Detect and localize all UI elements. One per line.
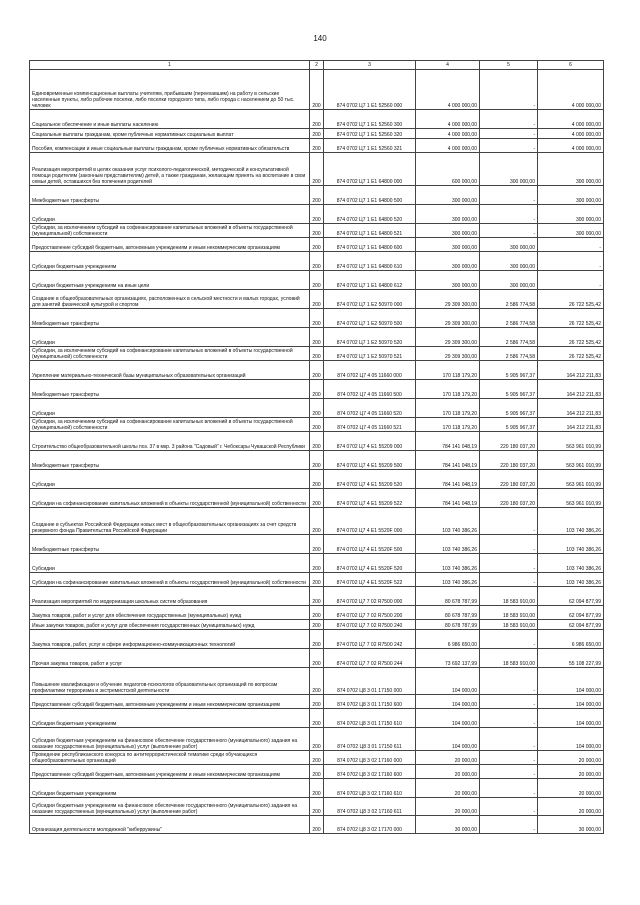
row-amount-cell: 20 000,00 — [538, 765, 604, 779]
table-row — [30, 798, 604, 816]
row-amount-cell: 29 309 300,00 — [416, 309, 480, 328]
row-amount-cell: 164 212 211,83 — [538, 418, 604, 432]
row-classification-cell: 874 0702 Ц7 1 E2 50970 520 — [324, 328, 416, 347]
row-classification-cell: 874 0702 Ц8 3 02 17160 600 — [324, 765, 416, 779]
row-amount-cell: 6 986 650,00 — [538, 630, 604, 649]
row-amount-cell: 300 000,00 — [416, 205, 480, 224]
row-name-cell: Субсидии бюджетным учреждениям на финансовое обеспечение государственного (муниципального) задания на оказание государственных (муниципальных) услуг (выполнение работ) — [30, 798, 310, 816]
row-code-cell: 200 — [310, 470, 324, 489]
table-row — [30, 554, 604, 573]
row-name-cell: Субсидии, за исключением субсидий на софинансирование капитальных вложений в объекты государственной (муниципальной) собственности — [30, 224, 310, 238]
row-name-cell: Укрепление материально-технической базы муниципальных образовательных организаций — [30, 361, 310, 380]
table-row — [30, 765, 604, 779]
row-amount-cell: 20 000,00 — [538, 751, 604, 765]
row-amount-cell: 73 692 137,99 — [416, 649, 480, 668]
row-amount-cell: 103 740 386,26 — [538, 508, 604, 535]
row-name-cell: Проведение республиканского конкурса по антитеррористической тематике среди обучающихся общеобразовательных организаций — [30, 751, 310, 765]
row-name-cell: Предоставление субсидий бюджетным, автономным учреждениям и иным некоммерческим организациям — [30, 238, 310, 252]
row-classification-cell: 874 0702 Ц7 1 E1 52560 321 — [324, 139, 416, 153]
table-row — [30, 620, 604, 630]
table-row — [30, 451, 604, 470]
row-code-cell: 200 — [310, 186, 324, 205]
row-amount-cell: - — [480, 186, 538, 205]
row-name-cell: Субсидии — [30, 328, 310, 347]
row-amount-cell: - — [480, 695, 538, 709]
row-name-cell: Субсидии на софинансирование капитальных вложений в объекты государственной (муниципальной) собственности — [30, 489, 310, 508]
row-code-cell: 200 — [310, 535, 324, 554]
row-classification-cell: 874 0702 Ц8 3 02 17160 610 — [324, 779, 416, 798]
row-amount-cell: 5 905 967,37 — [480, 418, 538, 432]
row-classification-cell: 874 0702 Ц7 4 E1 5520F 522 — [324, 573, 416, 587]
row-classification-cell: 874 0702 Ц8 3 02 17170 000 — [324, 816, 416, 834]
row-amount-cell: 104 000,00 — [538, 695, 604, 709]
row-amount-cell: 220 180 037,20 — [480, 432, 538, 451]
row-code-cell: 200 — [310, 290, 324, 309]
row-amount-cell: 103 740 386,26 — [416, 535, 480, 554]
row-amount-cell: 62 094 877,99 — [538, 606, 604, 620]
row-name-cell: Межбюджетные трансферты — [30, 186, 310, 205]
row-amount-cell: 300 000,00 — [480, 238, 538, 252]
row-name-cell: Предоставление субсидий бюджетным, автономным учреждениям и иным некоммерческим организациям — [30, 765, 310, 779]
row-classification-cell: 874 0702 Ц8 3 01 17150 000 — [324, 668, 416, 695]
table-row — [30, 129, 604, 139]
row-code-cell: 200 — [310, 238, 324, 252]
row-classification-cell: 874 0702 Ц7 1 E1 64800 610 — [324, 252, 416, 271]
row-name-cell: Субсидии бюджетным учреждениям — [30, 709, 310, 728]
row-amount-cell: 170 118 179,20 — [416, 380, 480, 399]
row-name-cell: Организация деятельности молодежной "киберружины" — [30, 816, 310, 834]
row-code-cell: 200 — [310, 606, 324, 620]
row-amount-cell: 18 583 910,00 — [480, 587, 538, 606]
row-name-cell: Реализация мероприятий в целях оказания услуг психолого-педагогической, методической и консультативной помощи родителям (законным представителям) детей, а также гражданам, желающим принять на воспитание в свои семьи детей, оставшихся без попечения родителей — [30, 153, 310, 186]
row-code-cell: 200 — [310, 418, 324, 432]
row-classification-cell: 874 0702 Ц7 1 E2 50970 521 — [324, 347, 416, 361]
row-amount-cell: 29 309 300,00 — [416, 347, 480, 361]
row-amount-cell: 26 722 525,42 — [538, 309, 604, 328]
row-amount-cell: - — [480, 554, 538, 573]
row-code-cell: 200 — [310, 668, 324, 695]
row-amount-cell: - — [480, 508, 538, 535]
table-row — [30, 224, 604, 238]
row-code-cell: 200 — [310, 798, 324, 816]
row-amount-cell: - — [480, 816, 538, 834]
row-amount-cell: 2 586 774,58 — [480, 290, 538, 309]
row-classification-cell: 874 0702 Ц8 3 01 17150 611 — [324, 728, 416, 751]
row-classification-cell: 874 0702 Ц7 1 E1 52560 320 — [324, 129, 416, 139]
column-header: 2 — [310, 61, 324, 70]
row-amount-cell: 80 678 787,99 — [416, 620, 480, 630]
table-row — [30, 432, 604, 451]
row-amount-cell: 220 180 037,20 — [480, 470, 538, 489]
row-name-cell: Субсидии — [30, 399, 310, 418]
row-amount-cell: 18 583 910,00 — [480, 620, 538, 630]
row-amount-cell: 600 000,00 — [416, 153, 480, 186]
row-classification-cell: 874 0702 Ц7 4 05 11660 000 — [324, 361, 416, 380]
row-amount-cell: 2 586 774,58 — [480, 328, 538, 347]
row-code-cell: 200 — [310, 779, 324, 798]
row-code-cell: 200 — [310, 347, 324, 361]
column-header: 5 — [480, 61, 538, 70]
row-amount-cell: 784 141 048,19 — [416, 489, 480, 508]
table-row — [30, 630, 604, 649]
row-amount-cell: 563 961 010,99 — [538, 489, 604, 508]
row-name-cell: Субсидии — [30, 554, 310, 573]
row-amount-cell: 4 000 000,00 — [416, 110, 480, 129]
row-amount-cell: 104 000,00 — [538, 709, 604, 728]
row-code-cell: 200 — [310, 361, 324, 380]
row-classification-cell: 874 0702 Ц7 1 E1 52560 300 — [324, 110, 416, 129]
row-amount-cell: 4 000 000,00 — [538, 139, 604, 153]
row-amount-cell: - — [538, 252, 604, 271]
row-name-cell: Социальное обеспечение и иные выплаты населению — [30, 110, 310, 129]
row-classification-cell: 874 0702 Ц8 3 01 17150 610 — [324, 709, 416, 728]
table-row — [30, 535, 604, 554]
row-amount-cell: 103 740 386,26 — [416, 554, 480, 573]
row-name-cell: Субсидии бюджетным учреждениям — [30, 252, 310, 271]
row-name-cell: Повышение квалификации и обучение педагогов-психологов образовательных организаций по вопросам профилактики терроризма и экстремистской деятельности — [30, 668, 310, 695]
row-code-cell: 200 — [310, 649, 324, 668]
row-amount-cell: 300 000,00 — [416, 238, 480, 252]
row-code-cell: 200 — [310, 432, 324, 451]
table-row — [30, 779, 604, 798]
row-amount-cell: 563 961 010,99 — [538, 451, 604, 470]
row-code-cell: 200 — [310, 252, 324, 271]
row-code-cell: 200 — [310, 508, 324, 535]
row-amount-cell: 300 000,00 — [416, 252, 480, 271]
table-row — [30, 606, 604, 620]
row-code-cell: 200 — [310, 489, 324, 508]
row-amount-cell: - — [480, 535, 538, 554]
row-amount-cell: - — [538, 271, 604, 290]
row-name-cell: Субсидии, за исключением субсидий на софинансирование капитальных вложений в объекты государственной (муниципальной) собственности — [30, 418, 310, 432]
row-amount-cell: 80 678 787,99 — [416, 606, 480, 620]
row-amount-cell: 784 141 048,19 — [416, 451, 480, 470]
row-amount-cell: 18 583 910,00 — [480, 649, 538, 668]
row-name-cell: Межбюджетные трансферты — [30, 535, 310, 554]
row-amount-cell: 104 000,00 — [416, 728, 480, 751]
table-row — [30, 361, 604, 380]
row-amount-cell: 164 212 211,83 — [538, 380, 604, 399]
row-amount-cell: 80 678 787,99 — [416, 587, 480, 606]
row-amount-cell: 55 108 227,99 — [538, 649, 604, 668]
row-code-cell: 200 — [310, 695, 324, 709]
row-amount-cell: 62 094 877,99 — [538, 587, 604, 606]
row-amount-cell: 103 740 386,26 — [538, 573, 604, 587]
row-amount-cell: 20 000,00 — [416, 765, 480, 779]
row-name-cell: Субсидии бюджетным учреждениям — [30, 779, 310, 798]
row-classification-cell: 874 0702 Ц7 1 E1 64800 612 — [324, 271, 416, 290]
row-amount-cell: 20 000,00 — [416, 751, 480, 765]
table-row — [30, 271, 604, 290]
table-row — [30, 290, 604, 309]
row-amount-cell: 170 118 179,20 — [416, 418, 480, 432]
row-classification-cell: 874 0702 Ц7 1 E1 64800 500 — [324, 186, 416, 205]
table-row — [30, 238, 604, 252]
row-name-cell: Межбюджетные трансферты — [30, 380, 310, 399]
row-classification-cell: 874 0702 Ц8 3 02 17160 000 — [324, 751, 416, 765]
row-classification-cell: 874 0702 Ц7 4 E1 55209 500 — [324, 451, 416, 470]
row-code-cell: 200 — [310, 573, 324, 587]
row-name-cell: Субсидии — [30, 470, 310, 489]
row-amount-cell: 4 000 000,00 — [416, 70, 480, 110]
row-code-cell: 200 — [310, 630, 324, 649]
row-name-cell: Субсидии бюджетным учреждениям на финансовое обеспечение государственного (муниципального) задания на оказание государственных (муниципальных) услуг (выполнение работ) — [30, 728, 310, 751]
table-row — [30, 816, 604, 834]
row-code-cell: 200 — [310, 620, 324, 630]
table-row — [30, 709, 604, 728]
row-amount-cell: 164 212 211,83 — [538, 399, 604, 418]
row-amount-cell: 300 000,00 — [416, 271, 480, 290]
row-name-cell: Закупка товаров, работ, услуг в сфере информационно-коммуникационных технологий — [30, 630, 310, 649]
row-amount-cell: 4 000 000,00 — [416, 129, 480, 139]
row-amount-cell: - — [538, 238, 604, 252]
row-amount-cell: 18 583 910,00 — [480, 606, 538, 620]
row-amount-cell: - — [480, 129, 538, 139]
row-amount-cell: - — [480, 110, 538, 129]
table-row — [30, 668, 604, 695]
row-name-cell: Создание в субъектах Российской Федерации новых мест в общеобразовательных организациях за счет средств резервного фонда Правительства Российской Федерации — [30, 508, 310, 535]
row-classification-cell: 874 0702 Ц7 4 E1 5520F 520 — [324, 554, 416, 573]
page-number: 140 — [313, 34, 327, 43]
row-name-cell: Прочая закупка товаров, работ и услуг — [30, 649, 310, 668]
row-classification-cell: 874 0702 Ц7 4 E1 55209 522 — [324, 489, 416, 508]
row-code-cell: 200 — [310, 309, 324, 328]
row-name-cell: Строительство общеобразовательной школы поз. 37 в мкр. 3 района "Садовый" г. Чебоксары Чувашской Республики — [30, 432, 310, 451]
row-amount-cell: 26 722 525,42 — [538, 290, 604, 309]
row-amount-cell: 300 000,00 — [480, 271, 538, 290]
row-classification-cell: 874 0702 Ц7 4 E1 5520F 000 — [324, 508, 416, 535]
row-classification-cell: 874 0702 Ц7 1 E1 52560 000 — [324, 70, 416, 110]
table-row — [30, 573, 604, 587]
row-amount-cell: 4 000 000,00 — [416, 139, 480, 153]
table-row — [30, 649, 604, 668]
row-amount-cell: 300 000,00 — [480, 153, 538, 186]
budget-table — [29, 60, 604, 834]
table-row — [30, 328, 604, 347]
row-amount-cell: 563 961 010,99 — [538, 432, 604, 451]
row-amount-cell: 563 961 010,99 — [538, 470, 604, 489]
row-amount-cell: 300 000,00 — [480, 252, 538, 271]
row-amount-cell: 62 094 877,99 — [538, 620, 604, 630]
row-amount-cell: 103 740 386,26 — [416, 573, 480, 587]
row-code-cell: 200 — [310, 587, 324, 606]
table-row — [30, 205, 604, 224]
row-code-cell: 200 — [310, 751, 324, 765]
row-amount-cell: - — [480, 224, 538, 238]
row-code-cell: 200 — [310, 554, 324, 573]
table-row — [30, 751, 604, 765]
row-classification-cell: 874 0702 Ц7 4 05 11660 500 — [324, 380, 416, 399]
row-amount-cell: - — [480, 139, 538, 153]
column-header: 3 — [324, 61, 416, 70]
row-classification-cell: 874 0702 Ц7 1 E1 64800 520 — [324, 205, 416, 224]
table-row — [30, 110, 604, 129]
row-code-cell: 200 — [310, 153, 324, 186]
row-classification-cell: 874 0702 Ц7 7 02 R7500 000 — [324, 587, 416, 606]
row-amount-cell: - — [480, 205, 538, 224]
row-amount-cell: 5 905 967,37 — [480, 361, 538, 380]
row-code-cell: 200 — [310, 380, 324, 399]
table-row — [30, 418, 604, 432]
row-amount-cell: 20 000,00 — [538, 779, 604, 798]
table-row — [30, 153, 604, 186]
row-code-cell: 200 — [310, 271, 324, 290]
row-name-cell: Создание в общеобразовательных организациях, расположенных в сельской местности и малых городах, условий для занятий физической культурой и спортом — [30, 290, 310, 309]
row-code-cell: 200 — [310, 205, 324, 224]
row-code-cell: 200 — [310, 816, 324, 834]
row-code-cell: 200 — [310, 709, 324, 728]
row-amount-cell: 4 000 000,00 — [538, 70, 604, 110]
table-row — [30, 139, 604, 153]
row-classification-cell: 874 0702 Ц7 4 E1 55209 520 — [324, 470, 416, 489]
row-classification-cell: 874 0702 Ц7 7 02 R7500 242 — [324, 630, 416, 649]
row-amount-cell: 20 000,00 — [416, 798, 480, 816]
row-amount-cell: 784 141 048,19 — [416, 432, 480, 451]
table-row — [30, 252, 604, 271]
table-row — [30, 70, 604, 110]
row-classification-cell: 874 0702 Ц7 1 E1 64800 521 — [324, 224, 416, 238]
table-header-row — [30, 61, 604, 70]
row-classification-cell: 874 0702 Ц7 4 E1 55209 000 — [324, 432, 416, 451]
table-row — [30, 587, 604, 606]
row-name-cell: Реализация мероприятий по модернизации школьных систем образования — [30, 587, 310, 606]
row-amount-cell: 2 586 774,58 — [480, 309, 538, 328]
column-header: 6 — [538, 61, 604, 70]
row-classification-cell: 874 0702 Ц7 4 05 11660 520 — [324, 399, 416, 418]
row-name-cell: Межбюджетные трансферты — [30, 309, 310, 328]
row-classification-cell: 874 0702 Ц7 1 E2 50970 500 — [324, 309, 416, 328]
row-amount-cell: 300 000,00 — [538, 186, 604, 205]
row-amount-cell: 103 740 386,26 — [538, 535, 604, 554]
row-amount-cell: 784 141 048,19 — [416, 470, 480, 489]
row-code-cell: 200 — [310, 451, 324, 470]
row-amount-cell: - — [480, 630, 538, 649]
row-code-cell: 200 — [310, 70, 324, 110]
column-header: 4 — [416, 61, 480, 70]
row-amount-cell: 4 000 000,00 — [538, 129, 604, 139]
table-row — [30, 470, 604, 489]
row-amount-cell: 20 000,00 — [538, 798, 604, 816]
row-amount-cell: 103 740 386,26 — [416, 508, 480, 535]
row-amount-cell: 300 000,00 — [416, 224, 480, 238]
row-classification-cell: 874 0702 Ц7 1 E1 64800 600 — [324, 238, 416, 252]
row-name-cell: Предоставление субсидий бюджетным, автономным учреждениям и иным некоммерческим организациям — [30, 695, 310, 709]
row-name-cell: Субсидии, за исключением субсидий на софинансирование капитальных вложений в объекты государственной (муниципальной) собственности — [30, 347, 310, 361]
row-code-cell: 200 — [310, 328, 324, 347]
table-row — [30, 380, 604, 399]
row-amount-cell: 104 000,00 — [416, 695, 480, 709]
row-name-cell: Пособия, компенсации и иные социальные выплаты гражданам, кроме публичных нормативных обязательств — [30, 139, 310, 153]
row-amount-cell: 30 000,00 — [538, 816, 604, 834]
row-code-cell: 200 — [310, 139, 324, 153]
row-amount-cell: 5 905 967,37 — [480, 380, 538, 399]
row-amount-cell: 300 000,00 — [416, 186, 480, 205]
row-name-cell: Иные закупки товаров, работ и услуг для обеспечения государственных (муниципальных) нужд — [30, 620, 310, 630]
table-row — [30, 186, 604, 205]
table-row — [30, 508, 604, 535]
row-amount-cell: 104 000,00 — [416, 668, 480, 695]
row-amount-cell: 2 586 774,58 — [480, 347, 538, 361]
row-amount-cell: 220 180 037,20 — [480, 489, 538, 508]
row-amount-cell: - — [480, 798, 538, 816]
table-row — [30, 399, 604, 418]
row-amount-cell: 20 000,00 — [416, 779, 480, 798]
row-name-cell: Единовременные компенсационные выплаты учителям, прибывшим (переехавшим) на работу в сельские населенные пункты, либо рабочие поселки, либо поселки городского типа, либо города с населением до 50 тыс. человек — [30, 70, 310, 110]
row-name-cell: Закупка товаров, работ и услуг для обеспечения государственных (муниципальных) нужд — [30, 606, 310, 620]
row-classification-cell: 874 0702 Ц7 1 E2 50970 000 — [324, 290, 416, 309]
row-amount-cell: 26 722 525,42 — [538, 347, 604, 361]
row-classification-cell: 874 0702 Ц7 4 05 11660 521 — [324, 418, 416, 432]
row-amount-cell: - — [480, 573, 538, 587]
row-code-cell: 200 — [310, 129, 324, 139]
row-amount-cell: - — [480, 751, 538, 765]
row-code-cell: 200 — [310, 110, 324, 129]
row-code-cell: 200 — [310, 765, 324, 779]
row-classification-cell: 874 0702 Ц7 7 02 R7500 244 — [324, 649, 416, 668]
row-amount-cell: 104 000,00 — [538, 728, 604, 751]
row-name-cell: Межбюджетные трансферты — [30, 451, 310, 470]
row-amount-cell: 4 000 000,00 — [538, 110, 604, 129]
row-amount-cell: 300 000,00 — [538, 224, 604, 238]
table-row — [30, 489, 604, 508]
row-name-cell: Субсидии — [30, 205, 310, 224]
row-amount-cell: - — [480, 70, 538, 110]
table-row — [30, 347, 604, 361]
table-row — [30, 695, 604, 709]
row-classification-cell: 874 0702 Ц8 3 01 17150 600 — [324, 695, 416, 709]
row-name-cell: Субсидии на софинансирование капитальных вложений в объекты государственной (муниципальной) собственности — [30, 573, 310, 587]
row-name-cell: Субсидии бюджетным учреждениям на иные цели — [30, 271, 310, 290]
row-name-cell: Социальные выплаты гражданам, кроме публичных нормативных социальных выплат — [30, 129, 310, 139]
row-amount-cell: 170 118 179,20 — [416, 361, 480, 380]
row-amount-cell: - — [480, 709, 538, 728]
row-classification-cell: 874 0702 Ц8 3 02 17160 611 — [324, 798, 416, 816]
row-amount-cell: 300 000,00 — [538, 205, 604, 224]
row-amount-cell: 30 000,00 — [416, 816, 480, 834]
table-row — [30, 309, 604, 328]
row-amount-cell: 300 000,00 — [538, 153, 604, 186]
row-amount-cell: 170 118 179,20 — [416, 399, 480, 418]
row-amount-cell: 5 905 967,37 — [480, 399, 538, 418]
column-header: 1 — [30, 61, 310, 70]
row-amount-cell: 104 000,00 — [538, 668, 604, 695]
row-amount-cell: 29 309 300,00 — [416, 328, 480, 347]
row-code-cell: 200 — [310, 399, 324, 418]
row-code-cell: 200 — [310, 728, 324, 751]
row-amount-cell: 6 986 650,00 — [416, 630, 480, 649]
row-classification-cell: 874 0702 Ц7 1 E1 64800 000 — [324, 153, 416, 186]
row-amount-cell: - — [480, 779, 538, 798]
row-code-cell: 200 — [310, 224, 324, 238]
row-amount-cell: 103 740 386,26 — [538, 554, 604, 573]
row-amount-cell: - — [480, 765, 538, 779]
table-row — [30, 728, 604, 751]
row-amount-cell: 164 212 211,83 — [538, 361, 604, 380]
row-amount-cell: - — [480, 728, 538, 751]
row-amount-cell: - — [480, 668, 538, 695]
row-amount-cell: 104 000,00 — [416, 709, 480, 728]
row-amount-cell: 220 180 037,20 — [480, 451, 538, 470]
row-amount-cell: 26 722 525,42 — [538, 328, 604, 347]
row-classification-cell: 874 0702 Ц7 7 02 R7500 200 — [324, 606, 416, 620]
row-classification-cell: 874 0702 Ц7 7 02 R7500 240 — [324, 620, 416, 630]
row-amount-cell: 29 309 300,00 — [416, 290, 480, 309]
row-classification-cell: 874 0702 Ц7 4 E1 5520F 500 — [324, 535, 416, 554]
